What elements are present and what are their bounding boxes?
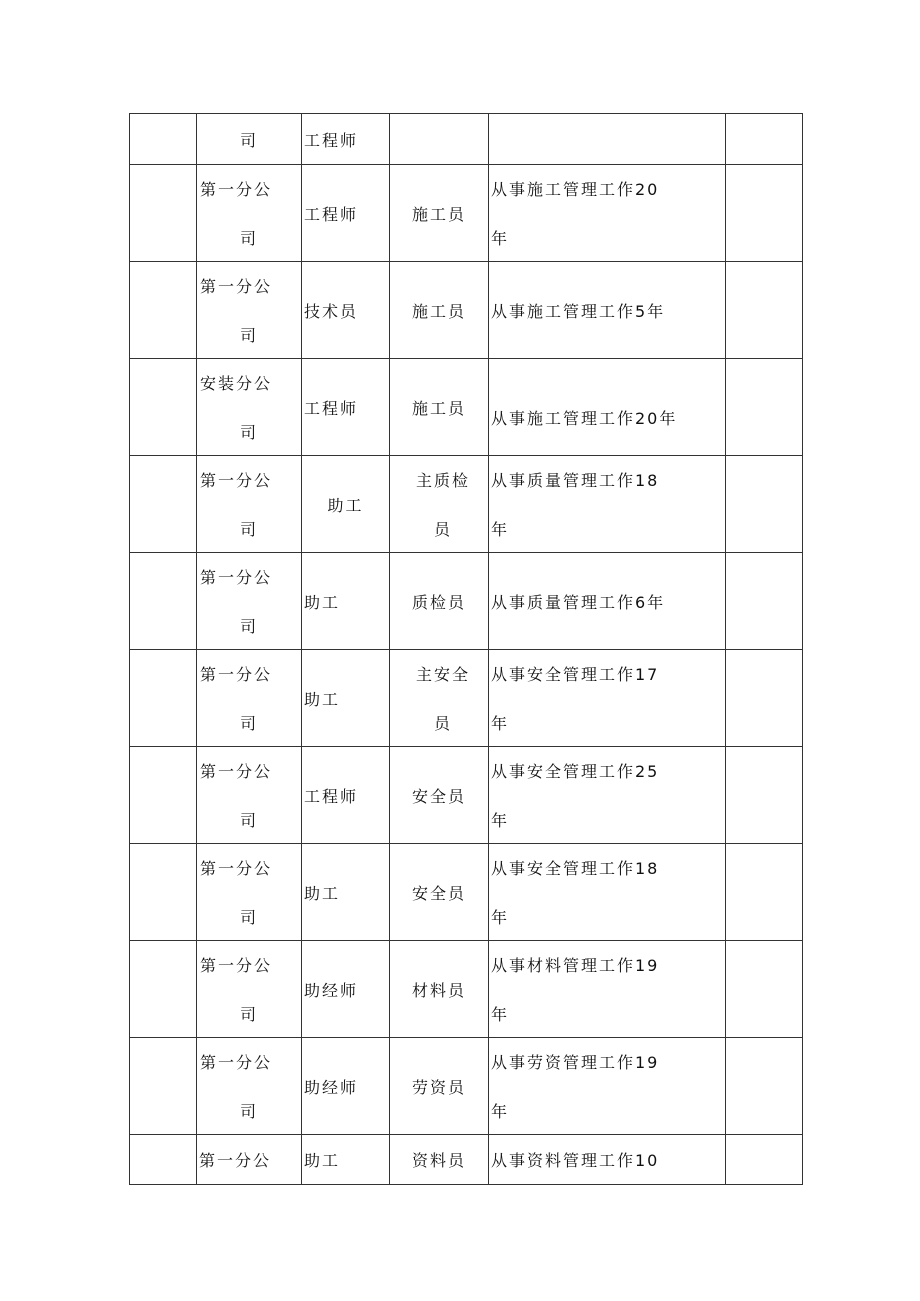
remark-cell <box>726 1135 803 1185</box>
post-cell: 资料员 <box>390 1135 489 1185</box>
experience-cell: 从事质量管理工作6年 <box>489 553 726 650</box>
table-row <box>130 359 803 456</box>
unit-cell: 第一分公 司 <box>197 941 302 1038</box>
unit-cell: 第一分公 司 <box>197 844 302 941</box>
unit-cell: 第一分公 司 <box>197 456 302 553</box>
table-row <box>130 941 803 1038</box>
index-cell <box>130 456 197 553</box>
experience-cell: 从事施工管理工作20 年 <box>489 165 726 262</box>
remark-cell <box>726 1038 803 1135</box>
experience-cell: 从事安全管理工作17 年 <box>489 650 726 747</box>
index-cell <box>130 262 197 359</box>
experience-cell: 从事安全管理工作25 年 <box>489 747 726 844</box>
experience-cell: 从事施工管理工作20年 <box>489 359 726 456</box>
table-row <box>130 844 803 941</box>
remark-cell <box>726 165 803 262</box>
index-cell <box>130 1038 197 1135</box>
experience-cell <box>489 114 726 165</box>
experience-cell: 从事安全管理工作18 年 <box>489 844 726 941</box>
remark-cell <box>726 553 803 650</box>
experience-cell: 从事劳资管理工作19 年 <box>489 1038 726 1135</box>
post-cell: 施工员 <box>390 262 489 359</box>
table-row <box>130 114 803 165</box>
post-cell: 主安全 员 <box>390 650 489 747</box>
table-row <box>130 456 803 553</box>
index-cell <box>130 941 197 1038</box>
unit-cell: 第一分公 <box>197 1135 302 1185</box>
index-cell <box>130 359 197 456</box>
experience-cell: 从事质量管理工作18 年 <box>489 456 726 553</box>
post-cell: 施工员 <box>390 359 489 456</box>
title-cell: 助经师 <box>302 1038 390 1135</box>
title-cell: 工程师 <box>302 359 390 456</box>
title-cell: 工程师 <box>302 114 390 165</box>
remark-cell <box>726 747 803 844</box>
experience-cell: 从事施工管理工作5年 <box>489 262 726 359</box>
table-row <box>130 747 803 844</box>
post-cell: 主质检 员 <box>390 456 489 553</box>
index-cell <box>130 650 197 747</box>
remark-cell <box>726 359 803 456</box>
remark-cell <box>726 456 803 553</box>
unit-cell: 司 <box>197 114 302 165</box>
index-cell <box>130 844 197 941</box>
table-row <box>130 553 803 650</box>
post-cell: 劳资员 <box>390 1038 489 1135</box>
title-cell: 助工 <box>302 844 390 941</box>
unit-cell: 第一分公 司 <box>197 165 302 262</box>
title-cell: 助工 <box>302 650 390 747</box>
table-row <box>130 1038 803 1135</box>
remark-cell <box>726 114 803 165</box>
title-cell: 工程师 <box>302 165 390 262</box>
table-row <box>130 650 803 747</box>
table-row <box>130 1135 803 1185</box>
title-cell: 助工 <box>302 553 390 650</box>
index-cell <box>130 747 197 844</box>
unit-cell: 第一分公 司 <box>197 553 302 650</box>
unit-cell: 第一分公 司 <box>197 650 302 747</box>
title-cell: 工程师 <box>302 747 390 844</box>
post-cell: 安全员 <box>390 844 489 941</box>
unit-cell: 第一分公 司 <box>197 1038 302 1135</box>
staff-table <box>129 113 803 1185</box>
unit-cell: 安装分公 司 <box>197 359 302 456</box>
table-row <box>130 262 803 359</box>
post-cell: 材料员 <box>390 941 489 1038</box>
index-cell <box>130 114 197 165</box>
title-cell: 技术员 <box>302 262 390 359</box>
index-cell <box>130 165 197 262</box>
remark-cell <box>726 941 803 1038</box>
remark-cell <box>726 262 803 359</box>
unit-cell: 第一分公 司 <box>197 262 302 359</box>
title-cell: 助工 <box>302 456 390 553</box>
title-cell: 助工 <box>302 1135 390 1185</box>
post-cell: 质检员 <box>390 553 489 650</box>
post-cell <box>390 114 489 165</box>
remark-cell <box>726 844 803 941</box>
remark-cell <box>726 650 803 747</box>
experience-cell: 从事资料管理工作10 <box>489 1135 726 1185</box>
experience-cell: 从事材料管理工作19 年 <box>489 941 726 1038</box>
post-cell: 施工员 <box>390 165 489 262</box>
post-cell: 安全员 <box>390 747 489 844</box>
index-cell <box>130 1135 197 1185</box>
unit-cell: 第一分公 司 <box>197 747 302 844</box>
title-cell: 助经师 <box>302 941 390 1038</box>
table-row <box>130 165 803 262</box>
index-cell <box>130 553 197 650</box>
